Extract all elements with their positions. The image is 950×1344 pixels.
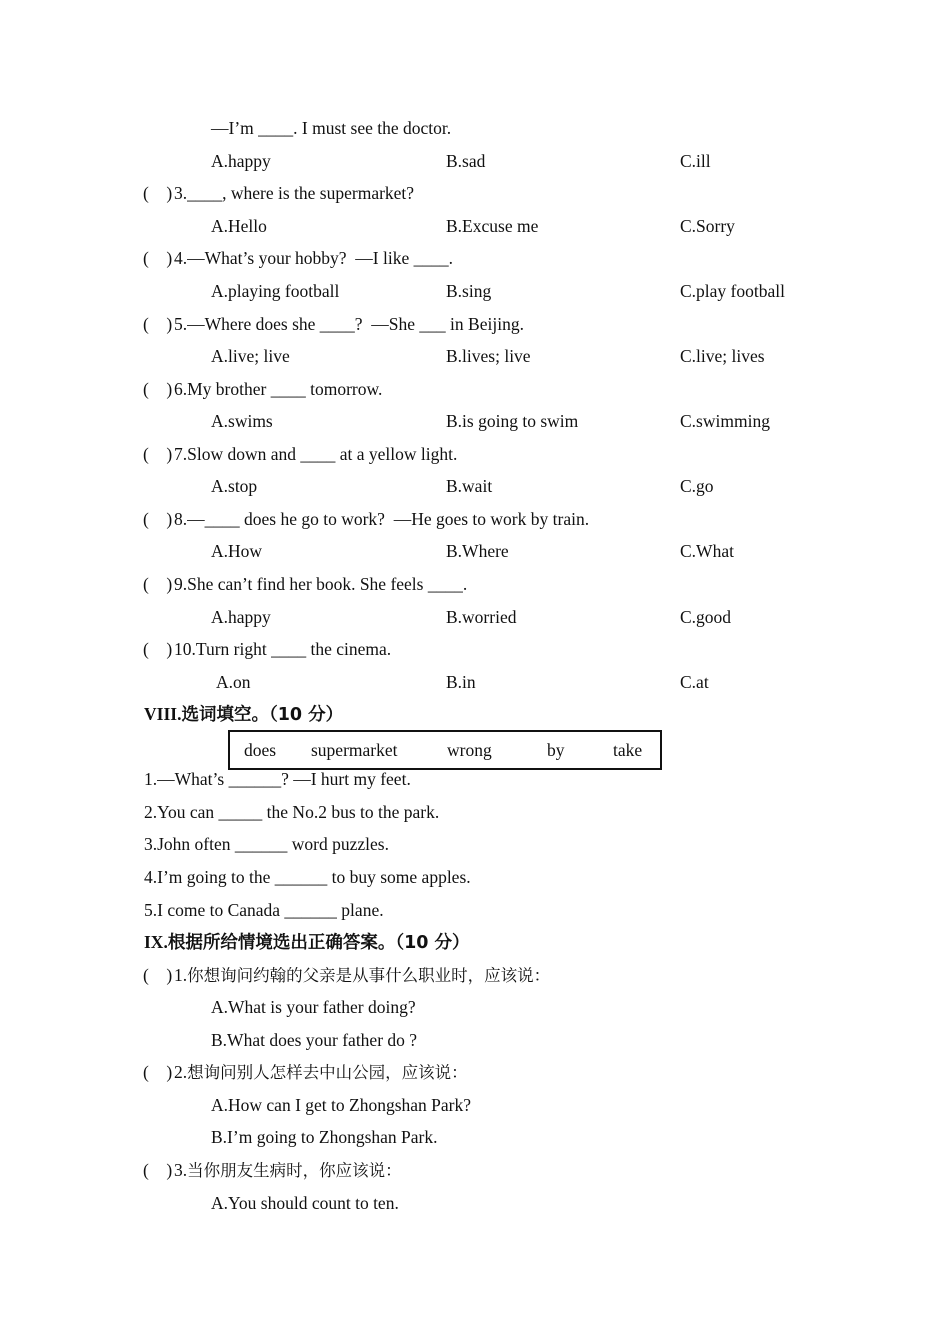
q5-option-a: A.live; live	[211, 346, 290, 366]
q2-option-b: B.sad	[446, 151, 486, 171]
section-heading-ix	[144, 931, 470, 954]
fill-blank-item-1: 1.—What’s ______? —I hurt my feet.	[144, 769, 411, 789]
ix-q2-option-b: B.I’m going to Zhongshan Park.	[211, 1127, 438, 1147]
question-number: 1.	[174, 965, 188, 985]
ix-q1-stem	[174, 964, 550, 987]
q6-option-a: A.swims	[211, 411, 273, 431]
q4-option-a: A.playing football	[211, 281, 340, 301]
question-text: 当你朋友生病时，你应该说：	[187, 1161, 402, 1180]
q5-option-b: B.lives; live	[446, 346, 531, 366]
q5-option-c: C.live; lives	[680, 346, 765, 366]
word-bank-box	[228, 730, 662, 770]
fill-blank-item-4: 4.I’m going to the ______ to buy some apples.	[144, 867, 471, 887]
fill-blank-item-5: 5.I come to Canada ______ plane.	[144, 900, 384, 920]
ix-q3-option-a: A.You should count to ten.	[211, 1193, 399, 1213]
q4-option-c: C.play football	[680, 281, 785, 301]
answer-paren[interactable]: ( )	[143, 379, 173, 399]
q9-stem: 9.She can’t find her book. She feels ____.	[174, 574, 468, 594]
word-bank-item: by	[547, 740, 565, 760]
question-number: 2.	[174, 1062, 188, 1082]
q8-option-b: B.Where	[446, 541, 509, 561]
q10-option-c: C.at	[680, 672, 709, 692]
answer-paren[interactable]: ( )	[143, 444, 173, 464]
q10-option-a: A.on	[216, 672, 251, 692]
q2-stem-continuation: —I’m ____. I must see the doctor.	[211, 118, 452, 138]
q9-option-b: B.worried	[446, 607, 517, 627]
answer-paren[interactable]: ( )	[143, 509, 173, 529]
answer-paren[interactable]: ( )	[143, 314, 173, 334]
question-text: 想询问别人怎样去中山公园，应该说：	[187, 1063, 468, 1082]
section-title: 选词填空。（10 分）	[181, 705, 344, 725]
q2-option-c: C.ill	[680, 151, 711, 171]
word-bank-item: supermarket	[311, 740, 398, 760]
section-number: IX.	[144, 932, 168, 952]
question-text: 你想询问约翰的父亲是从事什么职业时，应该说：	[187, 966, 551, 985]
q6-option-b: B.is going to swim	[446, 411, 579, 431]
ix-q2-option-a: A.How can I get to Zhongshan Park?	[211, 1095, 472, 1115]
answer-paren[interactable]: ( )	[143, 574, 173, 594]
q3-stem: 3.____, where is the supermarket?	[174, 183, 415, 203]
answer-paren[interactable]: ( )	[143, 183, 173, 203]
word-bank-item: take	[613, 740, 643, 760]
q2-option-a: A.happy	[211, 151, 271, 171]
q9-option-a: A.happy	[211, 607, 271, 627]
q6-option-c: C.swimming	[680, 411, 770, 431]
q4-option-b: B.sing	[446, 281, 492, 301]
fill-blank-item-3: 3.John often ______ word puzzles.	[144, 834, 389, 854]
answer-paren[interactable]: ( )	[143, 248, 173, 268]
word-bank-item: wrong	[447, 740, 492, 760]
q5-stem: 5.—Where does she ____? —She ___ in Beijing.	[174, 314, 524, 334]
q4-stem: 4.—What’s your hobby? —I like ____.	[174, 248, 453, 268]
ix-q2-stem	[174, 1061, 468, 1084]
q7-option-b: B.wait	[446, 476, 493, 496]
answer-paren[interactable]: ( )	[143, 965, 173, 985]
ix-q3-stem	[174, 1159, 402, 1182]
q3-option-a: A.Hello	[211, 216, 267, 236]
section-number: VIII.	[144, 704, 182, 724]
q10-stem: 10.Turn right ____ the cinema.	[174, 639, 392, 659]
q3-option-b: B.Excuse me	[446, 216, 539, 236]
answer-paren[interactable]: ( )	[143, 639, 173, 659]
q7-option-a: A.stop	[211, 476, 258, 496]
ix-q1-option-b: B.What does your father do ?	[211, 1030, 418, 1050]
question-number: 3.	[174, 1160, 188, 1180]
ix-q1-option-a: A.What is your father doing?	[211, 997, 416, 1017]
q3-option-c: C.Sorry	[680, 216, 735, 236]
q7-stem: 7.Slow down and ____ at a yellow light.	[174, 444, 458, 464]
q8-option-c: C.What	[680, 541, 734, 561]
answer-paren[interactable]: ( )	[143, 1062, 173, 1082]
answer-paren[interactable]: ( )	[143, 1160, 173, 1180]
word-bank-item: does	[244, 740, 277, 760]
q8-option-a: A.How	[211, 541, 263, 561]
section-heading-viii	[144, 703, 343, 726]
q6-stem: 6.My brother ____ tomorrow.	[174, 379, 383, 399]
q7-option-c: C.go	[680, 476, 714, 496]
section-title: 根据所给情境选出正确答案。（10 分）	[167, 933, 470, 953]
fill-blank-item-2: 2.You can _____ the No.2 bus to the park.	[144, 802, 440, 822]
q8-stem: 8.—____ does he go to work? —He goes to work by train.	[174, 509, 590, 529]
q10-option-b: B.in	[446, 672, 476, 692]
q9-option-c: C.good	[680, 607, 732, 627]
